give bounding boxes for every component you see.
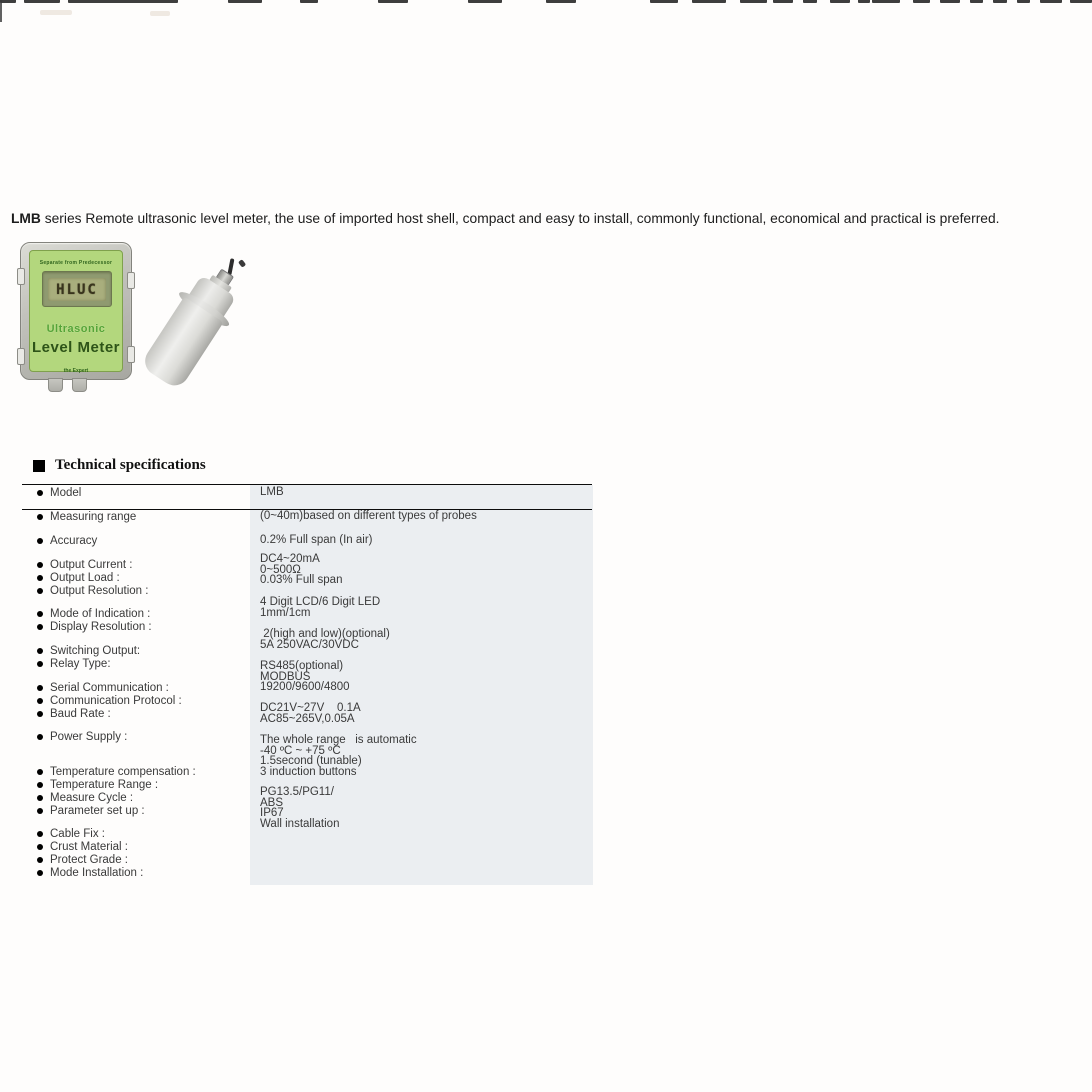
lcd-display	[42, 271, 112, 307]
clipped-text-fragment	[913, 0, 930, 3]
spec-label-text: Serial Communication :	[50, 681, 169, 694]
device-bottom-label: the Expert	[63, 368, 89, 374]
spec-value-group	[260, 511, 477, 522]
spec-value: 1.5second (tunable)	[260, 755, 362, 768]
device-latch	[17, 268, 25, 285]
spec-value: -40 ºC ~ +75 ºC	[260, 744, 341, 757]
clipped-text-fragment	[546, 0, 576, 3]
spec-right-column	[22, 484, 592, 885]
clipped-text-fragment	[650, 0, 678, 3]
spec-value: 3 induction buttons	[260, 766, 357, 779]
device-latch	[17, 348, 25, 365]
spec-value: 5A 250VAC/30VDC	[260, 638, 359, 651]
clipped-text-fragment	[940, 0, 960, 3]
cable-gland	[48, 378, 63, 392]
ultrasonic-probe-image	[138, 246, 240, 388]
spec-label-text: Temperature compensation :	[50, 765, 196, 778]
spec-value: DC21V~27V 0.1A	[260, 702, 361, 714]
probe-assembly	[132, 245, 262, 397]
spec-value-group	[260, 554, 342, 586]
spec-label-text: Temperature Range :	[50, 778, 159, 791]
spec-label-text: Crust Material :	[50, 840, 128, 853]
spec-label-text: Mode Installation :	[50, 867, 144, 880]
spec-value-group	[260, 629, 390, 650]
square-bullet-icon	[33, 460, 45, 472]
spec-value: RS485(optional)	[260, 660, 344, 672]
device-label-level-meter: Level Meter	[31, 339, 121, 356]
clipped-text-fragment	[1017, 0, 1030, 3]
clipped-text-fragment	[803, 0, 817, 3]
spec-value: AC85~265V,0.05A	[260, 712, 355, 725]
spec-value: IP67	[260, 807, 284, 820]
spec-label-text: Measuring range	[50, 510, 137, 523]
spec-value: 4 Digit LCD/6 Digit LED	[260, 596, 381, 608]
device-face	[29, 250, 123, 372]
spec-value: DC4~20mA	[260, 553, 320, 565]
spec-value: (0~40m)based on different types of probes	[260, 510, 477, 522]
faint-artifact	[40, 10, 72, 15]
brand-name: LMB	[11, 211, 41, 226]
spec-label-text: Model	[50, 486, 82, 499]
clipped-text-fragment	[24, 0, 60, 3]
spec-value-group	[260, 535, 373, 546]
clipped-text-fragment	[692, 0, 726, 3]
clipped-text-fragment	[228, 0, 262, 3]
spec-value: LMB	[260, 486, 284, 498]
spec-value: 0.2% Full span (In air)	[260, 534, 373, 546]
spec-value-group	[260, 661, 350, 693]
device-latch	[127, 272, 135, 289]
clipped-text-fragment	[0, 0, 16, 3]
clipped-text-fragment	[68, 0, 178, 3]
section-heading	[33, 457, 206, 474]
clipped-text-fragment	[773, 0, 793, 3]
clipped-text-fragment	[993, 0, 1007, 3]
spec-value: 19200/9600/4800	[260, 681, 350, 694]
spec-label-text: Accuracy	[50, 534, 98, 547]
spec-value: PG13.5/PG11/	[260, 786, 334, 798]
spec-label-text: Protect Grade :	[50, 853, 128, 866]
spec-label-text: Display Resolution :	[50, 620, 152, 633]
intro-text: series Remote ultrasonic level meter, the use of imported host shell, compact and easy to install, commonly functional, economical and practical is preferred.	[40, 211, 1000, 226]
spec-label-text: Parameter set up :	[50, 805, 145, 818]
level-meter-image	[20, 242, 132, 394]
spec-value: The whole range is automatic	[260, 734, 417, 746]
clipped-text-fragment	[872, 0, 900, 3]
clipped-text-fragment	[1040, 0, 1062, 3]
spec-label-text: Cable Fix :	[50, 827, 105, 840]
clipped-text-fragment	[378, 0, 408, 3]
clipped-text-fragment	[858, 0, 870, 3]
spec-value: Wall installation	[260, 818, 340, 831]
spec-value: 0.03% Full span	[260, 574, 343, 587]
spec-value-group	[260, 787, 339, 830]
spec-value-group	[260, 597, 380, 618]
spec-label-text: Measure Cycle :	[50, 791, 134, 804]
device-top-label: Separate from Predecessor	[39, 260, 113, 266]
cable-gland	[72, 378, 87, 392]
clipped-text-fragment	[830, 0, 850, 3]
spec-value: MODBUS	[260, 670, 311, 683]
spec-value: 2(high and low)(optional)	[260, 628, 390, 640]
spec-value-group	[260, 735, 417, 778]
intro-paragraph	[11, 211, 1089, 226]
spec-value-group	[260, 703, 361, 724]
spec-label-text: Output Load :	[50, 571, 120, 584]
spec-value: 1mm/1cm	[260, 606, 311, 619]
clipped-left-edge-artifact	[0, 0, 2, 22]
spec-label-text: Relay Type:	[50, 657, 111, 670]
spec-label-text: Output Resolution :	[50, 584, 149, 597]
device-label-ultrasonic: Ultrasonic	[46, 323, 106, 335]
spec-value-group	[260, 487, 284, 498]
clipped-text-fragment	[300, 0, 318, 3]
spec-label-text: Mode of Indication :	[50, 607, 151, 620]
spec-value: ABS	[260, 796, 284, 809]
spec-value: 0~500Ω	[260, 563, 301, 576]
clipped-text-fragment	[970, 0, 983, 3]
clipped-toolbar-artifacts	[0, 0, 1092, 6]
section-title: Technical specifications	[55, 457, 206, 473]
spec-label-text: Communication Protocol :	[50, 694, 182, 707]
clipped-text-fragment	[468, 0, 502, 3]
probe-cable-tip	[238, 259, 246, 268]
faint-artifact	[150, 11, 170, 16]
lcd-text: HLUC	[56, 281, 98, 298]
clipped-text-fragment	[740, 0, 767, 3]
clipped-text-fragment	[1070, 0, 1092, 3]
spec-label-text: Output Current :	[50, 558, 133, 571]
spec-label-text: Switching Output:	[50, 644, 141, 657]
lcd-screen	[48, 278, 106, 301]
spec-label-text: Power Supply :	[50, 730, 128, 743]
spec-label-text: Baud Rate :	[50, 707, 111, 720]
spec-table	[22, 484, 592, 885]
